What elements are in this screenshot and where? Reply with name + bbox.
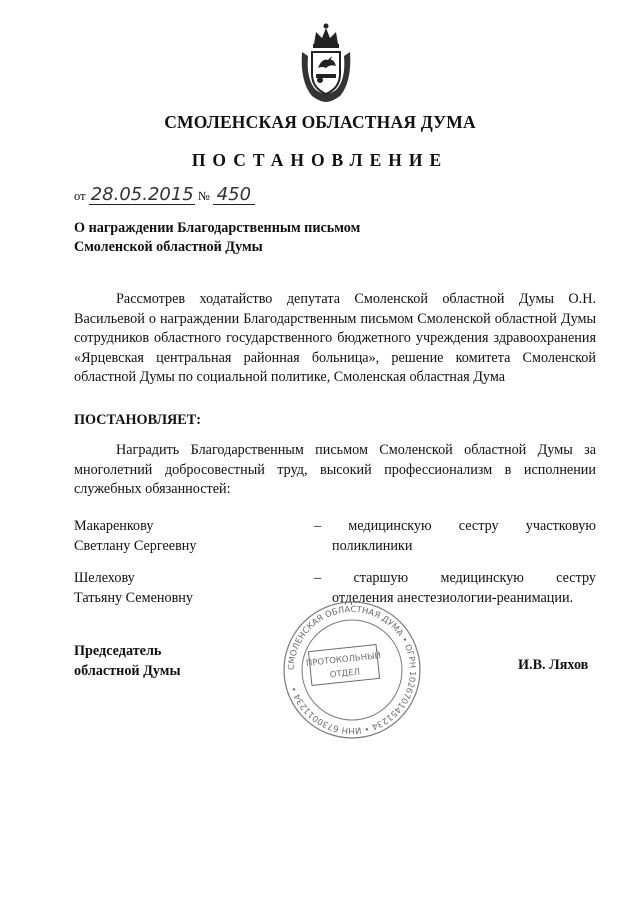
seal-center-line-2: ОТДЕЛ bbox=[329, 667, 361, 681]
date-prefix: от bbox=[74, 189, 86, 203]
organization-title: СМОЛЕНСКАЯ ОБЛАСТНАЯ ДУМА bbox=[164, 112, 476, 132]
role-line-2: поликлиники bbox=[332, 538, 413, 554]
role-word: сестру bbox=[556, 570, 596, 586]
awardee-given-name: Татьяну Семеновну bbox=[74, 590, 193, 606]
resolve-heading: ПОСТАНОВЛЯЕТ: bbox=[74, 412, 201, 428]
handwritten-date: 28.05.2015 bbox=[90, 184, 194, 205]
seal-ring-path: СМОЛЕНСКАЯ ОБЛАСТНАЯ ДУМА • ОГРН 1026701451234 • ИНН 6730011234 • bbox=[286, 604, 418, 736]
seal-center-line-1: ПРОТОКОЛЬНЫЙ bbox=[305, 651, 382, 669]
awardee-surname: Шелехову bbox=[74, 570, 135, 586]
official-seal-stamp bbox=[272, 600, 432, 740]
subject-line-2: Смоленской областной Думы bbox=[74, 239, 263, 255]
awardee-position bbox=[314, 516, 596, 556]
role-word: старшую bbox=[353, 570, 409, 586]
role-line-2: отделения анестезиологии-реанимации. bbox=[332, 590, 574, 606]
resolution-paragraph: Наградить Благодарственным письмом Смоленской областной Думы за многолетний добросовестный труд, высокий профессионализм в исполнении служебных обязанностей: bbox=[74, 442, 596, 497]
document-subject bbox=[74, 219, 414, 257]
awardee-given-name: Светлану Сергеевну bbox=[74, 538, 197, 554]
document-date-number bbox=[74, 186, 255, 205]
signatory-title-line-2: областной Думы bbox=[74, 663, 181, 679]
role-word: медицинскую bbox=[440, 570, 524, 586]
role-word: сестру bbox=[458, 518, 499, 534]
role-word: участковую bbox=[525, 518, 596, 534]
awardee-name bbox=[74, 568, 294, 608]
signatory-title bbox=[74, 641, 181, 681]
preamble-paragraph: Рассмотрев ходатайство депутата Смоленской областной Думы О.Н. Васильевой о награждении Благодарственным письмом Смоленской областной Думы сотрудников областного государственного бюджетного учреждения здравоохранения «Ярцевская центральная районная больница», решение комитета Смоленской областной Думы по социальной политике, Смоленская областная Дума bbox=[74, 291, 596, 385]
signatory-name: И.В. Ляхов bbox=[518, 657, 589, 673]
subject-line-1: О награждении Благодарственным письмом bbox=[74, 220, 361, 236]
awardee-name bbox=[74, 516, 294, 556]
document-type-title: ПОСТАНОВЛЕНИЕ bbox=[191, 150, 449, 170]
handwritten-number: 450 bbox=[213, 186, 255, 205]
awardee-surname: Макаренкову bbox=[74, 518, 154, 534]
number-prefix: № bbox=[197, 189, 210, 203]
signatory-title-line-1: Председатель bbox=[74, 643, 162, 659]
coat-of-arms-icon bbox=[296, 22, 356, 104]
dash: – bbox=[314, 518, 322, 534]
dash: – bbox=[314, 570, 322, 586]
role-word: медицинскую bbox=[348, 518, 432, 534]
